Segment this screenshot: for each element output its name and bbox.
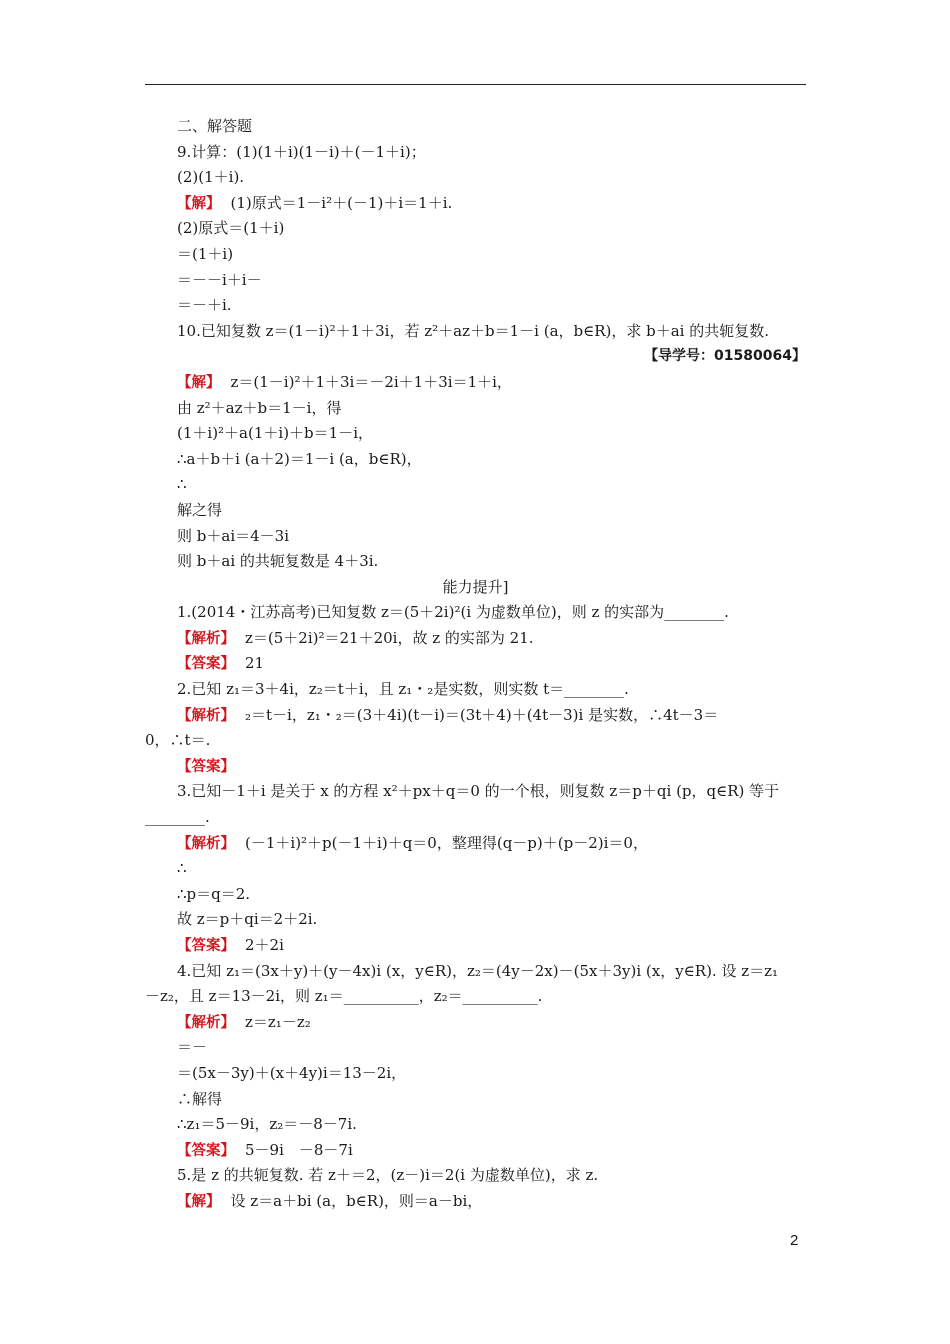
p3-prompt-line1: 3.已知－1＋i 是关于 x 的方程 x²＋px＋q＝0 的一个根，则复数 z＝p＋qi (p，q∈R) 等于 bbox=[177, 782, 780, 801]
p2-answer bbox=[145, 754, 806, 780]
q10-reference: 【导学号：01580064】 bbox=[644, 348, 806, 365]
p4-analysis-line3: ＝(5x－3y)＋(x＋4y)i＝13－2i， bbox=[177, 1063, 407, 1082]
q10-solution-line2: 由 z²＋az＋b＝1－i，得 bbox=[177, 398, 342, 417]
analysis-tag: 【解析】 bbox=[177, 1014, 235, 1031]
analysis-tag: 【解析】 bbox=[177, 835, 235, 852]
q9-prompt: 9.计算：(1)(1＋i)(1－i)＋(－1＋i)； bbox=[177, 142, 426, 161]
answer-tag: 【答案】 bbox=[177, 656, 235, 673]
solution-tag: 【解】 bbox=[177, 1193, 221, 1210]
p4-analysis-line5: ∴z₁＝5－9i，z₂＝－8－7i. bbox=[177, 1115, 357, 1134]
q10-solution-line7: 则 b＋ai＝4－3i bbox=[177, 526, 289, 545]
q9-part2: (2)(1＋i). bbox=[177, 168, 245, 187]
p4-analysis-line2: ＝－ bbox=[177, 1038, 208, 1057]
q10-solution-line6: 解之得 bbox=[177, 500, 223, 519]
p3-prompt-line2: ________. bbox=[145, 808, 210, 827]
solution-tag: 【解】 bbox=[177, 195, 221, 212]
q10-solution-line3: (1＋i)²＋a(1＋i)＋b＝1－i， bbox=[177, 424, 373, 443]
q9-solution-line2: (2)原式＝(1＋i) bbox=[177, 219, 285, 238]
p3-analysis-line1: 【解析】 (－1＋i)²＋p(－1＋i)＋q＝0，整理得(q－p)＋(p－2)i＝0， bbox=[177, 833, 648, 852]
p5-prompt: 5.是 z 的共轭复数. 若 z＋＝2，(z－)i＝2(i 为虚数单位)，求 z. bbox=[177, 1166, 599, 1185]
p1-analysis: 【解析】 z＝(5＋2i)²＝21＋20i，故 z 的实部为 21. bbox=[177, 628, 534, 647]
answer-tag: 【答案】 bbox=[177, 938, 235, 954]
p3-analysis-line4: 故 z＝p＋qi＝2＋2i. bbox=[177, 910, 318, 929]
p4-analysis-line1: 【解析】 z＝z₁－z₂ bbox=[177, 1012, 311, 1031]
solution-tag: 【解】 bbox=[177, 374, 221, 391]
q10-solution-line4: ∴a＋b＋i (a＋2)＝1－i (a，b∈R)， bbox=[177, 449, 422, 468]
p4-analysis-line4: ∴解得 bbox=[177, 1089, 223, 1108]
page-content bbox=[145, 114, 806, 1215]
p3-analysis-line3: ∴p＝q＝2. bbox=[177, 884, 251, 903]
p1-prompt: 1.(2014・江苏高考)已知复数 z＝(5＋2i)²(i 为虚数单位)，则 z 的实部为________. bbox=[177, 603, 729, 622]
p4-prompt-line2: －z₂，且 z＝13－2i，则 z₁＝__________，z₂＝__________. bbox=[145, 987, 543, 1006]
q9-solution-line4: ＝－－i＋i－ bbox=[177, 270, 262, 289]
p4-prompt-line1: 4.已知 z₁＝(3x＋y)＋(y－4x)i (x，y∈R)，z₂＝(4y－2x)－(5x＋3y)i (x，y∈R). 设 z＝z₁ bbox=[177, 961, 779, 980]
analysis-tag: 【解析】 bbox=[177, 630, 235, 647]
page-number: 2 bbox=[790, 1232, 799, 1249]
header-rule bbox=[145, 84, 806, 85]
q9-solution-line3: ＝(1＋i) bbox=[177, 244, 234, 263]
p2-prompt: 2.已知 z₁＝3＋4i，z₂＝t＋i，且 z₁・₂是实数，则实数 t＝________. bbox=[177, 680, 629, 699]
section-title: 二、解答题 bbox=[177, 117, 253, 135]
p4-answer: 【答案】 5－9i －8－7i bbox=[177, 1140, 353, 1159]
q10-solution-line1: 【解】 z＝(1－i)²＋1＋3i＝－2i＋1＋3i＝1＋i， bbox=[177, 372, 512, 391]
p2-analysis-line2: 0，∴t＝. bbox=[145, 731, 211, 750]
q10-solution-line5: ∴ bbox=[177, 475, 187, 494]
p3-answer: 【答案】 2＋2i bbox=[177, 936, 284, 954]
answer-tag: 【答案】 bbox=[177, 758, 235, 775]
p2-analysis-line1: 【解析】 ₂＝t－i，z₁・₂＝(3＋4i)(t－i)＝(3t＋4)＋(4t－3)i 是实数，∴4t－3＝ bbox=[177, 705, 719, 724]
p5-solution-line1: 【解】 设 z＝a＋bi (a，b∈R)，则＝a－bi， bbox=[177, 1191, 483, 1210]
p3-analysis-line2: ∴ bbox=[177, 859, 187, 878]
analysis-tag: 【解析】 bbox=[177, 707, 235, 724]
q10-solution-line8: 则 b＋ai 的共轭复数是 4＋3i. bbox=[177, 552, 379, 571]
answer-tag: 【答案】 bbox=[177, 1142, 235, 1159]
q9-solution-line1: 【解】 (1)原式＝1－i²＋(－1)＋i＝1＋i. bbox=[177, 193, 453, 212]
section2-title: 能力提升] bbox=[442, 577, 509, 596]
p1-answer: 【答案】 21 bbox=[177, 654, 265, 673]
q9-solution-line5: ＝－＋i. bbox=[177, 296, 232, 315]
q10-prompt: 10.已知复数 z＝(1－i)²＋1＋3i，若 z²＋az＋b＝1－i (a，b∈R)，求 b＋ai 的共轭复数. bbox=[177, 321, 770, 340]
